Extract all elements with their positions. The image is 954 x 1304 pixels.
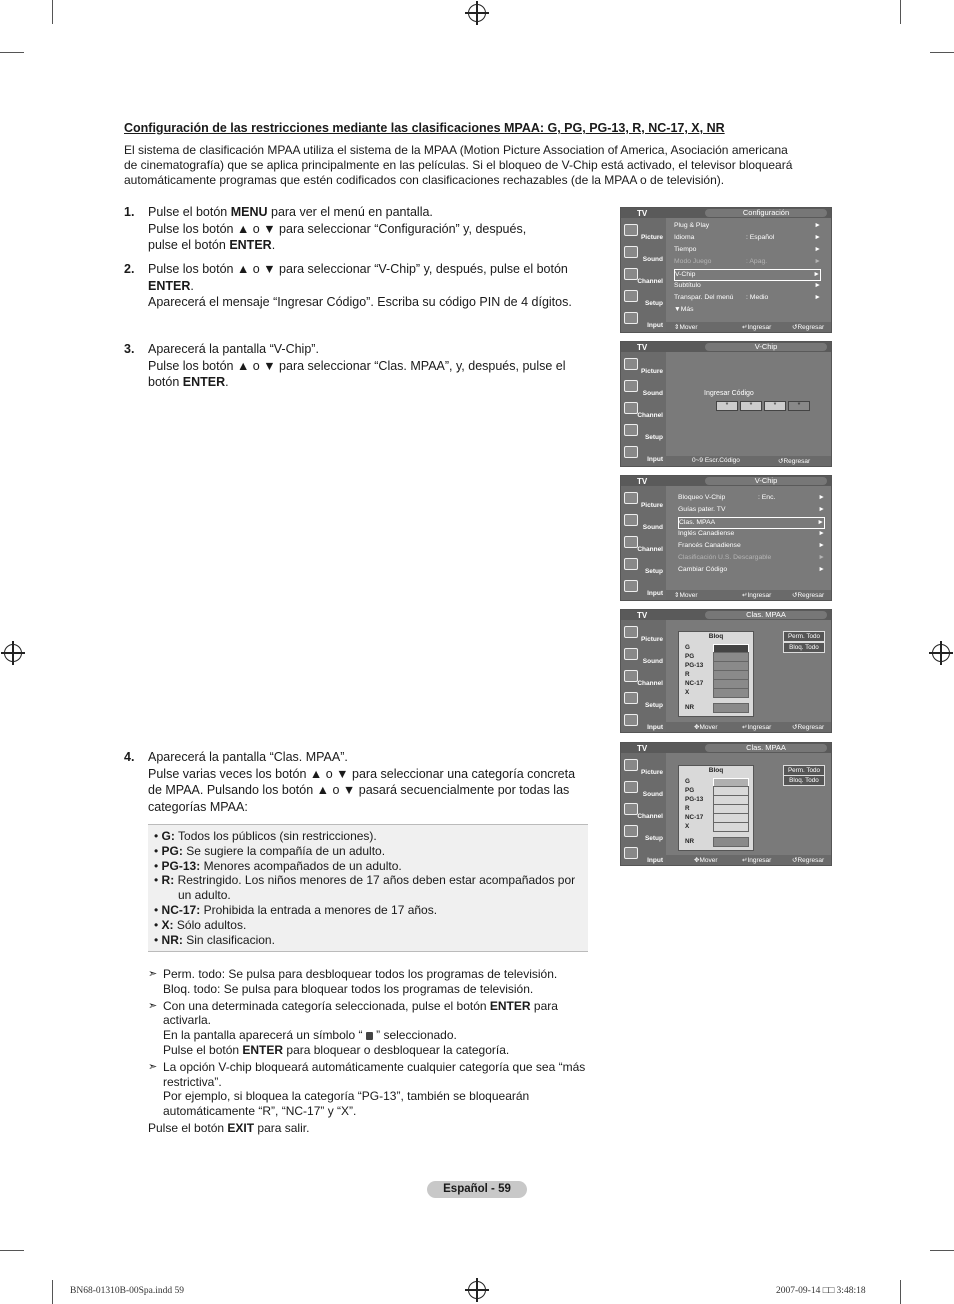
- mpaa-col-header: Bloq: [708, 767, 724, 774]
- mpaa-cell[interactable]: [713, 837, 749, 847]
- bloq-todo-button[interactable]: Bloq. Todo: [783, 642, 825, 653]
- registration-mark-icon: [932, 644, 950, 662]
- osd-menu-row[interactable]: Bloqueo V-Chip : Enc. ►: [678, 494, 825, 501]
- mpaa-cell[interactable]: [713, 688, 749, 698]
- mpaa-cat: R: [685, 805, 690, 812]
- registration-mark-icon: [468, 4, 486, 22]
- osd-foot-return: ↺ Regresar: [778, 458, 811, 465]
- input-icon: [624, 446, 638, 458]
- mpaa-table: [678, 631, 754, 717]
- osd-menu-row[interactable]: Tiempo ►: [674, 246, 821, 253]
- osd-foot-code: 0~9 Escr.Código: [692, 457, 740, 464]
- mpaa-cell[interactable]: [713, 703, 749, 713]
- step-4: [124, 749, 594, 817]
- osd-tv-label: TV: [637, 477, 648, 486]
- osd-foot-enter: ↵ Ingresar: [742, 592, 772, 599]
- osd-sidebar: [621, 218, 666, 332]
- osd-side-sound[interactable]: Sound: [621, 378, 666, 398]
- date-meta: 2007-09-14 □□ 3:48:18: [776, 1286, 866, 1296]
- osd-side-sound[interactable]: Sound: [621, 779, 666, 799]
- rating-item: • PG: Se sugiere la compañía de un adulto.: [154, 843, 386, 858]
- osd-foot-enter: ↵ Ingresar: [742, 857, 772, 864]
- step-line: categorías MPAA:: [148, 799, 248, 814]
- step-1: [124, 204, 594, 256]
- step-line: de MPAA. Pulsando los botón ▲ o ▼ pasará secuencialmente por todas las: [148, 783, 570, 797]
- osd-menu-row: Clasificación U.S. Descargable ►: [678, 554, 825, 561]
- step-line: ENTER.: [148, 278, 194, 293]
- osd-screen-mpaa-2: [620, 742, 832, 866]
- rating-item: • G: Todos los públicos (sin restricciones).: [154, 829, 377, 843]
- osd-side-setup[interactable]: Setup: [621, 288, 666, 308]
- osd-side-setup[interactable]: Setup: [621, 690, 666, 710]
- step-line: Aparecerá el mensaje “Ingresar Código”. Escriba su código PIN de 4 dígitos.: [148, 295, 572, 309]
- bloq-todo-button[interactable]: Bloq. Todo: [783, 775, 825, 786]
- rating-item: • X: Sólo adultos.: [154, 917, 247, 932]
- osd-side-picture[interactable]: Picture: [621, 757, 666, 777]
- mpaa-cat: R: [685, 671, 690, 678]
- osd-side-input[interactable]: Input: [621, 578, 666, 598]
- mpaa-cat: X: [685, 689, 690, 696]
- section-title: Configuración de las restricciones mediante las clasificaciones MPAA: G, PG, PG-13, R, NC-17, X, NR: [124, 121, 725, 135]
- osd-side-sound[interactable]: Sound: [621, 512, 666, 532]
- mpaa-cat: PG: [685, 787, 695, 794]
- channel-icon: [624, 536, 638, 548]
- rating-item: • R: Restringido. Los niños menores de 17 años deben estar acompañados por un adulto.: [154, 873, 576, 903]
- step-number: 1.: [124, 205, 135, 219]
- registration-mark-icon: [4, 644, 22, 662]
- osd-tv-label: TV: [637, 343, 648, 352]
- osd-foot-return: ↺ Regresar: [792, 324, 825, 331]
- setup-icon: [624, 558, 638, 570]
- code-digit[interactable]: *: [764, 401, 786, 411]
- osd-footer: [666, 322, 831, 332]
- crop-mark: [900, 1280, 901, 1304]
- picture-icon: [624, 358, 638, 370]
- osd-menu-row-selected[interactable]: V-Chip ►: [674, 269, 821, 281]
- osd-footer: [666, 855, 831, 865]
- crop-mark: [52, 0, 53, 24]
- setup-icon: [624, 290, 638, 302]
- osd-sidebar: [621, 486, 666, 600]
- step-line: Pulse los botón ▲ o ▼ para seleccionar “Configuración” y, después,: [148, 221, 527, 236]
- sound-icon: [624, 781, 638, 793]
- step-line: Aparecerá la pantalla “V-Chip”.: [148, 342, 319, 356]
- page-number: Español - 59: [427, 1181, 527, 1198]
- osd-side-input[interactable]: Input: [621, 845, 666, 865]
- mpaa-cat: PG-13: [685, 796, 704, 803]
- osd-tv-label: TV: [637, 209, 648, 218]
- osd-side-input[interactable]: Input: [621, 712, 666, 732]
- osd-screen-configuracion: [620, 207, 832, 333]
- osd-sidebar: [621, 620, 666, 732]
- rating-item: • NR: Sin clasificacion.: [154, 932, 275, 947]
- osd-menu-row[interactable]: Guías pater. TV ►: [678, 506, 825, 513]
- osd-screen-mpaa-1: [620, 609, 832, 733]
- osd-header: V-Chip: [705, 343, 827, 351]
- rating-item: • NC-17: Prohibida la entrada a menores de 17 años.: [154, 902, 438, 917]
- step-line: Pulse varias veces los botón ▲ o ▼ para seleccionar una categoría concreta: [148, 766, 576, 781]
- picture-icon: [624, 626, 638, 638]
- osd-side-sound[interactable]: Sound: [621, 646, 666, 666]
- picture-icon: [624, 759, 638, 771]
- rating-item: • PG-13: Menores acompañados de un adulto.: [154, 858, 402, 873]
- channel-icon: [624, 803, 638, 815]
- osd-screen-vchip: [620, 475, 832, 601]
- mpaa-table: [678, 765, 754, 851]
- osd-foot-enter: ↵ Ingresar: [742, 324, 772, 331]
- arrow-icon: ➣: [148, 1060, 158, 1073]
- ratings-box: [148, 824, 588, 952]
- mpaa-col-header: Bloq: [708, 633, 724, 640]
- osd-menu-row[interactable]: Transpar. Del menú : Medio ►: [674, 294, 821, 301]
- osd-menu-row[interactable]: ▼Más: [674, 306, 694, 313]
- step-line: Pulse el botón MENU para ver el menú en pantalla.: [148, 205, 433, 219]
- crop-mark: [930, 52, 954, 53]
- osd-side-picture[interactable]: Picture: [621, 490, 666, 510]
- crop-mark: [0, 52, 24, 53]
- code-digit[interactable]: *: [740, 401, 762, 411]
- osd-side-channel[interactable]: Channel: [621, 534, 666, 554]
- osd-foot-move: ⇕ Mover: [674, 324, 698, 331]
- input-icon: [624, 847, 638, 859]
- picture-icon: [624, 492, 638, 504]
- osd-sidebar: [621, 753, 666, 865]
- osd-side-picture[interactable]: Picture: [621, 222, 666, 242]
- registration-mark-icon: [468, 1281, 486, 1299]
- perm-todo-button[interactable]: Perm. Todo: [783, 765, 825, 776]
- input-icon: [624, 714, 638, 726]
- osd-side-channel[interactable]: Channel: [621, 266, 666, 286]
- note-item: ➣ La opción V-chip bloqueará automáticamente cualquier categoría que sea “más restrictiva”. Por ejemplo, si bloquea la categoría “PG-13”, también se bloquearán automáticamente “R”, “NC-17” y “X”.: [148, 1059, 586, 1119]
- code-digit[interactable]: *: [716, 401, 738, 411]
- sound-icon: [624, 380, 638, 392]
- osd-header: V-Chip: [705, 477, 827, 485]
- arrow-icon: ➣: [148, 968, 158, 980]
- mpaa-cat: PG-13: [685, 662, 704, 669]
- osd-menu-row: Modo Juego : Apag. ►: [674, 258, 821, 265]
- osd-side-picture[interactable]: Picture: [621, 624, 666, 644]
- osd-menu-row[interactable]: Francés Canadiense ►: [678, 542, 825, 549]
- osd-side-setup[interactable]: Setup: [621, 422, 666, 442]
- code-prompt: Ingresar Código: [704, 390, 754, 397]
- crop-mark: [0, 1250, 24, 1251]
- osd-foot-move: ⇕ Mover: [674, 592, 698, 599]
- osd-foot-move: ✥ Mover: [694, 857, 718, 864]
- step-line: Pulse los botón ▲ o ▼ para seleccionar “Clas. MPAA”, y, después, pulse el: [148, 358, 566, 373]
- osd-foot-return: ↺ Regresar: [792, 592, 825, 599]
- mpaa-cat: G: [685, 778, 690, 785]
- mpaa-cat: NC-17: [685, 814, 704, 821]
- osd-side-setup[interactable]: Setup: [621, 823, 666, 843]
- osd-screen-vchip-code: [620, 341, 832, 467]
- osd-menu-row[interactable]: Idioma : Español ►: [674, 234, 821, 241]
- osd-tv-label: TV: [637, 744, 648, 753]
- mpaa-cat: NC-17: [685, 680, 704, 687]
- osd-menu-row[interactable]: Subtítulo ►: [674, 282, 821, 289]
- osd-side-channel[interactable]: Channel: [621, 801, 666, 821]
- osd-side-input[interactable]: Input: [621, 444, 666, 464]
- input-icon: [624, 312, 638, 324]
- step-line: Pulse los botón ▲ o ▼ para seleccionar “V-Chip” y, después, pulse el botón: [148, 262, 568, 276]
- step-number: 2.: [124, 262, 135, 276]
- osd-side-channel[interactable]: Channel: [621, 400, 666, 420]
- osd-footer: [666, 722, 831, 732]
- setup-icon: [624, 825, 638, 837]
- step-line: Aparecerá la pantalla “Clas. MPAA”.: [148, 750, 348, 764]
- osd-foot-move: ✥ Mover: [694, 724, 718, 731]
- osd-side-input[interactable]: Input: [621, 310, 666, 330]
- step-number: 3.: [124, 342, 135, 356]
- perm-todo-button[interactable]: Perm. Todo: [783, 631, 825, 642]
- step-line: pulse el botón ENTER.: [148, 238, 276, 252]
- osd-foot-return: ↺ Regresar: [792, 724, 825, 731]
- sound-icon: [624, 246, 638, 258]
- file-meta: BN68-01310B-00Spa.indd 59: [70, 1286, 184, 1296]
- arrow-icon: ➣: [148, 999, 158, 1012]
- crop-mark: [52, 1280, 53, 1304]
- input-icon: [624, 580, 638, 592]
- step-number: 4.: [124, 750, 135, 764]
- osd-menu-row[interactable]: Inglés Canadiense ►: [678, 530, 825, 537]
- osd-footer: [666, 456, 831, 466]
- crop-mark: [900, 0, 901, 24]
- osd-footer: [666, 590, 831, 600]
- osd-menu-row[interactable]: Cambiar Código ►: [678, 566, 825, 573]
- osd-header: Configuración: [705, 209, 827, 217]
- step-3: [124, 341, 594, 393]
- channel-icon: [624, 670, 638, 682]
- osd-side-channel[interactable]: Channel: [621, 668, 666, 688]
- osd-foot-return: ↺ Regresar: [792, 857, 825, 864]
- intro-paragraph: El sistema de clasificación MPAA utiliza el sistema de la MPAA (Motion Picture Association of America, Asociación americana de cinematografía) que se aplica principalmente en las películas. Si el bloqueo de V-Chip está activado, el televisor bloqueará automáticamente programas que estén codificados con clasificaciones rechazables (de la MPAA o de televisión).: [124, 143, 793, 187]
- sound-icon: [624, 514, 638, 526]
- mpaa-cat: NR: [685, 838, 695, 845]
- code-digit[interactable]: *: [788, 401, 810, 411]
- lock-icon: [366, 1032, 373, 1040]
- note-item: ➣ Con una determinada categoría seleccionada, pulse el botón ENTER para activarla. En la pantalla aparecerá un símbolo “ ” seleccionado. Pulse el botón ENTER para bloquear o desbloquear la categoría.: [148, 998, 558, 1057]
- osd-side-sound[interactable]: Sound: [621, 244, 666, 264]
- osd-menu-row[interactable]: Plug & Play ►: [674, 222, 821, 229]
- sound-icon: [624, 648, 638, 660]
- step-2: [124, 261, 594, 313]
- channel-icon: [624, 402, 638, 414]
- picture-icon: [624, 224, 638, 236]
- osd-header: Clas. MPAA: [705, 744, 827, 752]
- osd-side-setup[interactable]: Setup: [621, 556, 666, 576]
- mpaa-cat: G: [685, 644, 690, 651]
- mpaa-cat: NR: [685, 704, 695, 711]
- setup-icon: [624, 424, 638, 436]
- osd-foot-enter: ↵ Ingresar: [742, 724, 772, 731]
- notes: [148, 967, 598, 1121]
- mpaa-cell[interactable]: [713, 822, 749, 832]
- channel-icon: [624, 268, 638, 280]
- step-line: botón ENTER.: [148, 375, 229, 389]
- osd-menu-row-selected[interactable]: Clas. MPAA ►: [678, 517, 825, 529]
- osd-side-picture[interactable]: Picture: [621, 356, 666, 376]
- osd-header: Clas. MPAA: [705, 611, 827, 619]
- mpaa-cat: PG: [685, 653, 695, 660]
- mpaa-cat: X: [685, 823, 690, 830]
- exit-instruction: Pulse el botón EXIT para salir.: [148, 1121, 310, 1135]
- note-item: ➣ Perm. todo: Se pulsa para desbloquear todos los programas de televisión. Bloq. todo: Se pulsa para bloquear todos los programas de televisión.: [148, 967, 558, 996]
- setup-icon: [624, 692, 638, 704]
- crop-mark: [930, 1250, 954, 1251]
- osd-sidebar: [621, 352, 666, 466]
- osd-tv-label: TV: [637, 611, 648, 620]
